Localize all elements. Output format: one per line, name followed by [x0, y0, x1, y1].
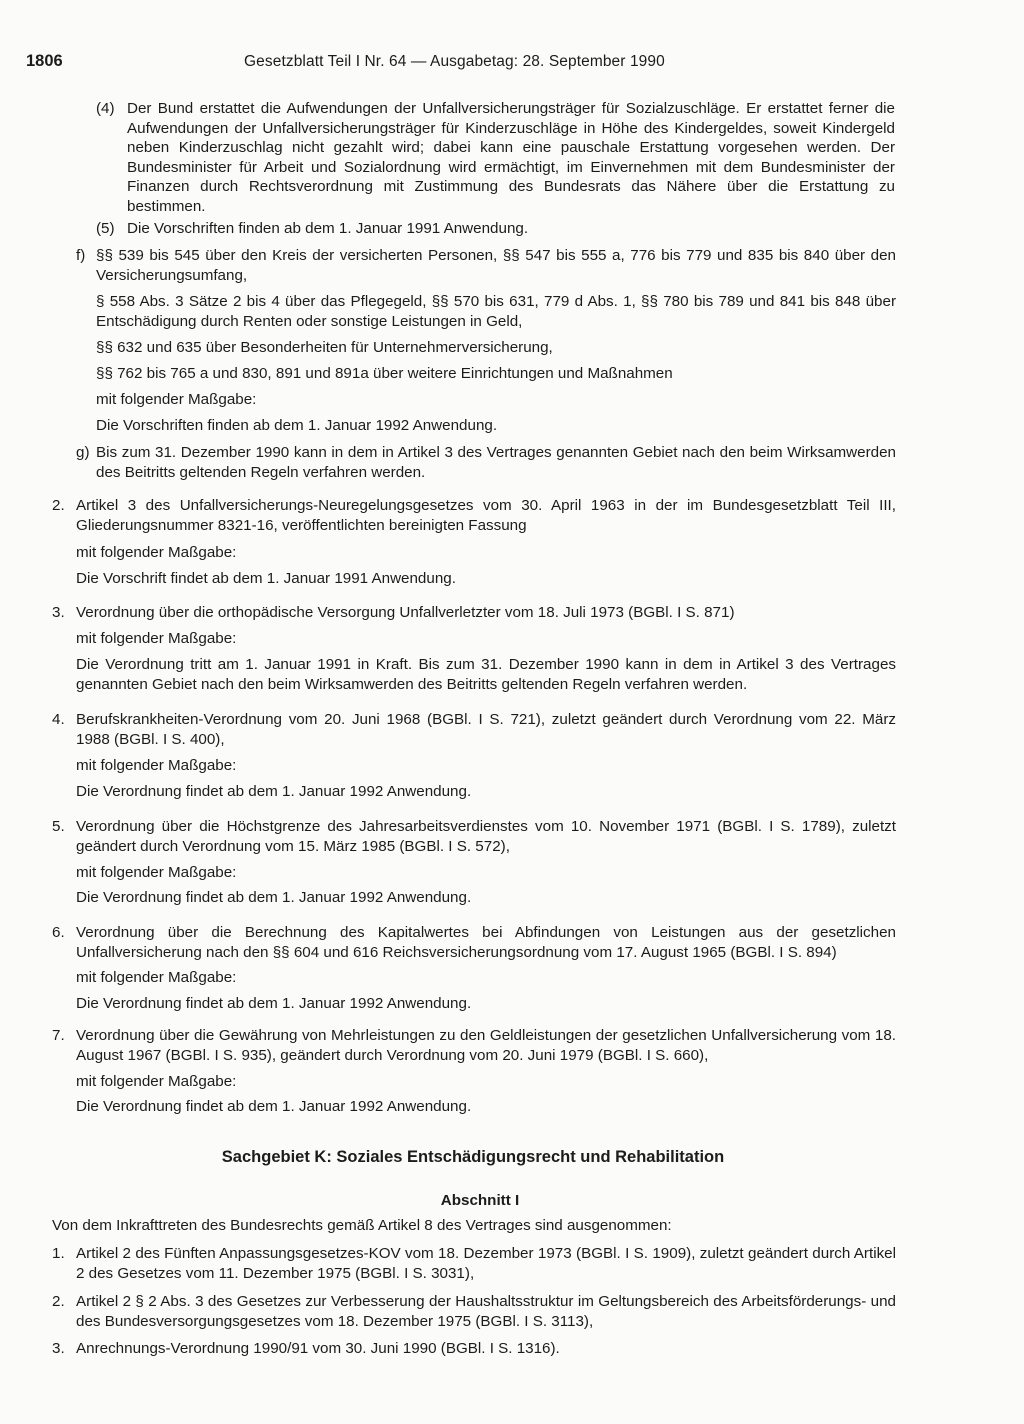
section-intro: Von dem Inkrafttreten des Bundesrechts gemäß Artikel 8 des Vertrages sind ausgenommen: [52, 1217, 672, 1234]
paragraph-label: (4) [96, 100, 115, 117]
page-number: 1806 [26, 52, 63, 70]
item-3-text-3: Die Verordnung tritt am 1. Januar 1991 in Kraft. Bis zum 31. Dezember 1990 kann in dem in Artikel 3 des Vertrages genannten Gebiet nach den beim Wirksamwerden des Beitritts geltenden Regeln verfahren werden. [76, 656, 896, 693]
paragraph-e5: Die Vorschriften finden ab dem 1. Januar 1991 Anwendung. [127, 220, 529, 237]
item-f-text-2: § 558 Abs. 3 Sätze 2 bis 4 über das Pflegegeld, §§ 570 bis 631, 779 d Abs. 1, §§ 780 bis 789 und 841 bis 848 über Entschädigung durch Renten oder sonstige Leistungen in Geld, [96, 293, 896, 330]
item-3-text-1: Verordnung über die orthopädische Versorgung Unfallverletzter vom 18. Juli 1973 (BGBl. I S. 871) [76, 604, 735, 621]
section-item-3: Anrechnungs-Verordnung 1990/91 vom 30. Juni 1990 (BGBl. I S. 1316). [76, 1340, 560, 1357]
item-2-text-1: Artikel 3 des Unfallversicherungs-Neuregelungsgesetzes vom 30. April 1963 in der im Bundesgesetzblatt Teil III, Gliederungsnummer 8321-16, veröffentlichten bereinigten Fassung [76, 497, 896, 534]
item-4-text-2: mit folgender Maßgabe: [76, 757, 237, 774]
item-label: 6. [52, 924, 65, 941]
item-f-text-3: §§ 632 und 635 über Besonderheiten für Unternehmerversicherung, [96, 339, 553, 356]
item-4-text-1: Berufskrankheiten-Verordnung vom 20. Juni 1968 (BGBl. I S. 721), zuletzt geändert durch Verordnung vom 22. März 1988 (BGBl. I S. 400), [76, 711, 896, 748]
item-7-text-1: Verordnung über die Gewährung von Mehrleistungen zu den Geldleistungen der gesetzlichen Unfallversicherung vom 18. August 1967 (BGBl. I S. 935), geändert durch Verordnung vom 20. Juni 1979 (BGBl. I S. 660), [76, 1027, 896, 1064]
item-f-text-4: §§ 762 bis 765 a und 830, 891 und 891a über weitere Einrichtungen und Maßnahmen [96, 365, 673, 382]
item-label: 3. [52, 604, 65, 621]
item-label: 2. [52, 1293, 65, 1310]
paragraph-e4: Der Bund erstattet die Aufwendungen der Unfallversicherungsträger für Sozialzuschläge. Er erstattet ferner die Aufwendungen der Unfallversicherungsträger für Kinderzuschläge in Höhe des Kindergeldes, soweit Kindergeld neben Kinderzuschlag nicht gezahlt wird; dabei kann eine pauschale Erstattung vorgesehen werden. Der Bundesminister für Arbeit und Sozialordnung wird ermächtigt, im Einvernehmen mit dem Bundesminister der Finanzen durch Rechtsverordnung mit Zustimmung des Bundesrats das Nähere über die Erstattung zu bestimmen. [127, 100, 895, 215]
paragraph-label: (5) [96, 220, 115, 237]
running-head: Gesetzblatt Teil I Nr. 64 — Ausgabetag: 28. September 1990 [244, 53, 665, 70]
section-item-2: Artikel 2 § 2 Abs. 3 des Gesetzes zur Verbesserung der Haushaltsstruktur im Geltungsbereich des Arbeitsförderungs- und des Bundesversorgungsgesetzes vom 18. Dezember 1975 (BGBl. I S. 3113), [76, 1293, 896, 1330]
item-2-text-3: Die Vorschrift findet ab dem 1. Januar 1991 Anwendung. [76, 570, 456, 587]
item-label: f) [76, 247, 86, 264]
section-item-1: Artikel 2 des Fünften Anpassungsgesetzes-KOV vom 18. Dezember 1973 (BGBl. I S. 1909), zuletzt geändert durch Artikel 2 des Gesetzes vom 11. Dezember 1975 (BGBl. I S. 3031), [76, 1245, 896, 1282]
section-heading: Sachgebiet K: Soziales Entschädigungsrecht und Rehabilitation [221, 1148, 725, 1166]
item-label: 5. [52, 818, 65, 835]
item-f-text-6: Die Vorschriften finden ab dem 1. Januar 1992 Anwendung. [96, 417, 498, 434]
section-subheading: Abschnitt I [440, 1192, 520, 1209]
item-label: 3. [52, 1340, 65, 1357]
item-f-text-1: §§ 539 bis 545 über den Kreis der versicherten Personen, §§ 547 bis 555 a, 776 bis 779 und 835 bis 840 über den Versicherungsumfang, [96, 247, 896, 284]
item-2-text-2: mit folgender Maßgabe: [76, 544, 237, 561]
item-3-text-2: mit folgender Maßgabe: [76, 630, 237, 647]
item-7-text-3: Die Verordnung findet ab dem 1. Januar 1992 Anwendung. [76, 1098, 472, 1115]
item-label: 2. [52, 497, 65, 514]
item-5-text-1: Verordnung über die Höchstgrenze des Jahresarbeitsverdienstes vom 10. November 1971 (BGBl. I S. 1789), zuletzt geändert durch Verordnung vom 15. März 1985 (BGBl. I S. 572), [76, 818, 896, 855]
item-5-text-2: mit folgender Maßgabe: [76, 864, 237, 881]
item-7-text-2: mit folgender Maßgabe: [76, 1073, 237, 1090]
item-label: 1. [52, 1245, 65, 1262]
item-6-text-3: Die Verordnung findet ab dem 1. Januar 1992 Anwendung. [76, 995, 472, 1012]
item-6-text-2: mit folgender Maßgabe: [76, 969, 237, 986]
item-6-text-1: Verordnung über die Berechnung des Kapitalwertes bei Abfindungen von Leistungen aus der gesetzlichen Unfallversicherung nach den §§ 604 und 616 Reichsversicherungsordnung vom 17. August 1965 (BGBl. I S. 894) [76, 924, 896, 961]
item-g-text: Bis zum 31. Dezember 1990 kann in dem in Artikel 3 des Vertrages genannten Gebiet nach den beim Wirksamwerden des Beitritts geltenden Regeln verfahren werden. [96, 444, 896, 481]
item-label: 7. [52, 1027, 65, 1044]
item-label: g) [76, 444, 90, 461]
item-f-text-5: mit folgender Maßgabe: [96, 391, 257, 408]
item-4-text-3: Die Verordnung findet ab dem 1. Januar 1992 Anwendung. [76, 783, 472, 800]
item-5-text-3: Die Verordnung findet ab dem 1. Januar 1992 Anwendung. [76, 889, 472, 906]
item-label: 4. [52, 711, 65, 728]
